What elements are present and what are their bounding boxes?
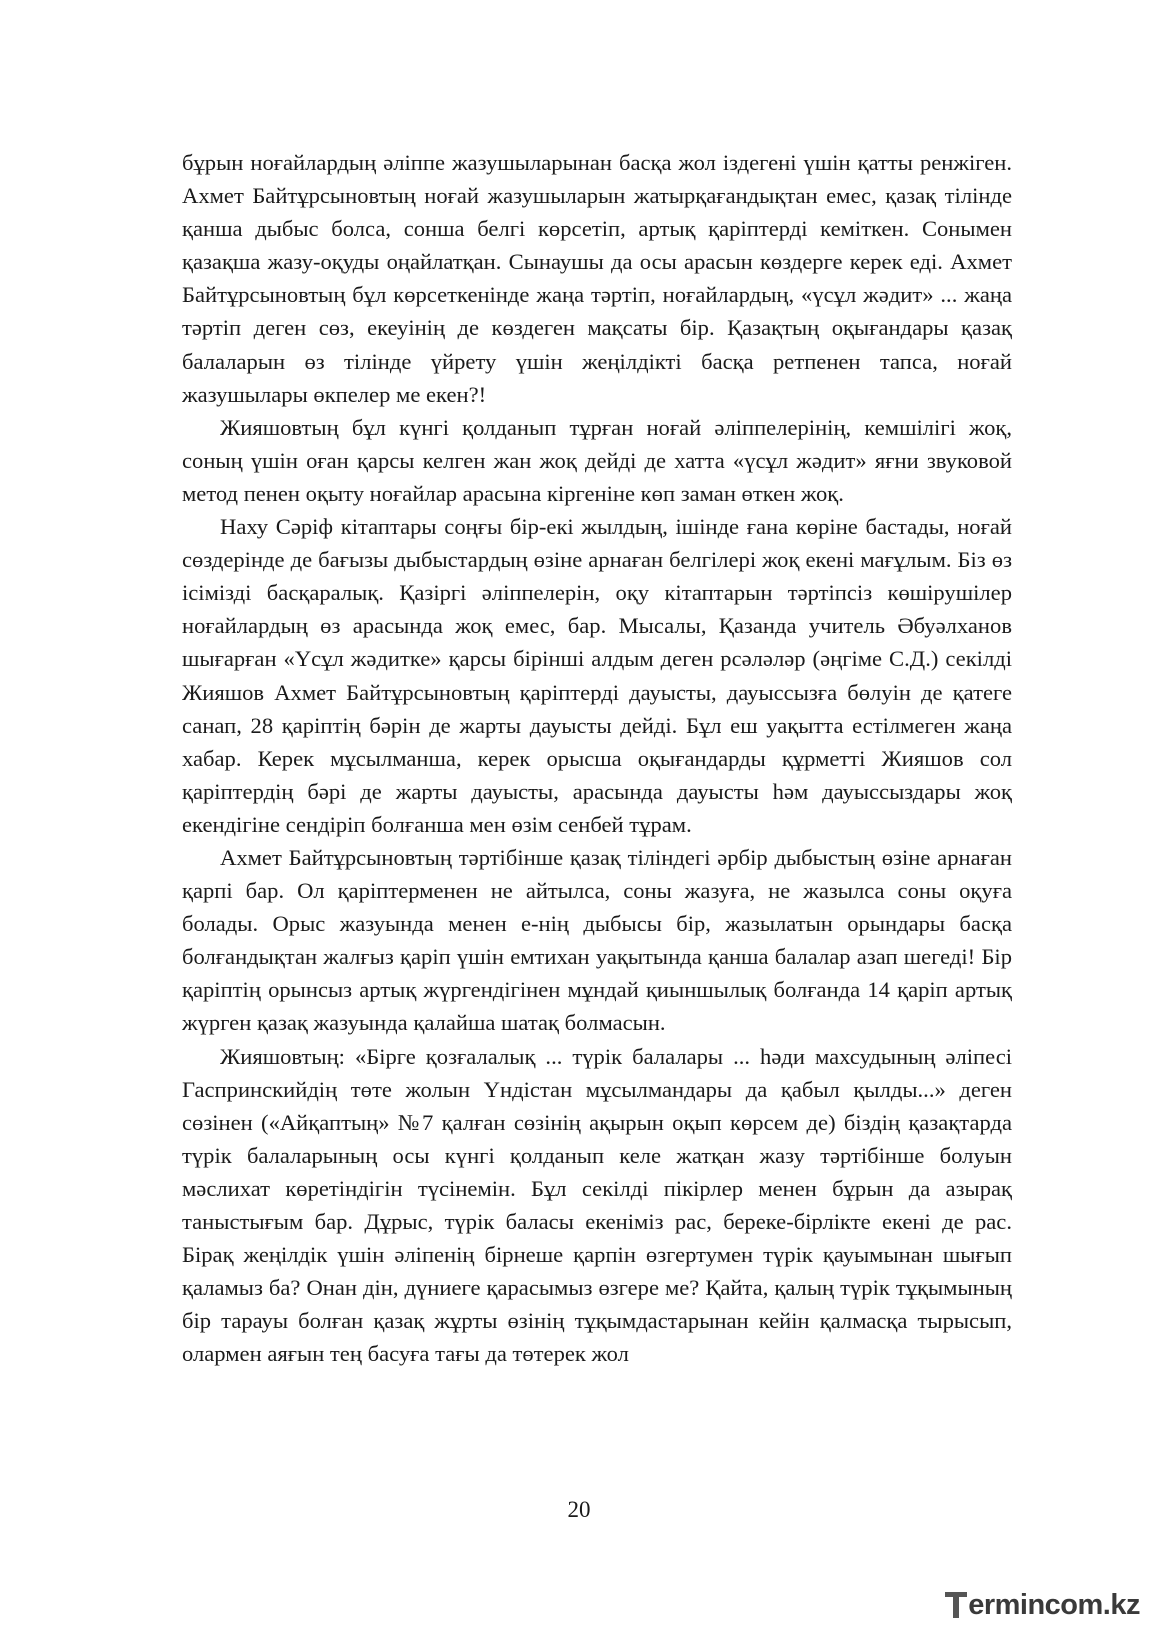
paragraph-3: Наху Сәріф кітаптары соңғы бір-екі жылдың, ішінде ғана көріне бастады, ноғай сөздерінде де бағызы дыбыстардың өзіне арнаған белгілері жоқ екені мағұлым. Біз өз ісімізді басқаралық. Қазіргі әліппелерін, оқу кітаптарын тәртіпсіз көшірушілер ноғайлардың өз арасында жоқ емес, бар. Мысалы, Қазанда учитель Әбуәлханов шығарған «Үсұл жәдитке» қарсы бірінші алдым деген рсәләләр (әңгіме С.Д.) секілді Жияшов Ахмет Байтұрсыновтың қаріптерді дауысты, дауыссызға бөлуін де қатеге санап, 28 қаріптің бәрін де жарты дауысты дейді. Бұл еш уақытта естілмеген жаңа хабар. Керек мұсылманша, керек орысша оқығандарды құрметті Жияшов сол қаріптердің бәрі де жарты дауысты, арасында дауысты һәм дауыссыздары жоқ екендігіне сендіріп болғанша мен өзім сенбей тұрам. (182, 514, 1012, 837)
terminkom-logo-icon (945, 1590, 967, 1620)
paragraph-5: Жияшовтың: «Бірге қозғалалық ... түрік балалары ... һәди махсудының әліпесі Гаспринскийдің төте жолын Үндістан мұсылмандары да қабыл қылды...» деген сөзінен («Айқаптың» №7 қалған сөзінің ақырын оқып көрсем де) біздің қазақтарда түрік балаларының осы күнгі қолданып келе жатқан жазу тәртібінше болуын мәслихат көретіндігін түсінемін. Бұл секілді пікірлер менен бұрын да азырақ таныстығым бар. Дұрыс, түрік баласы екеніміз рас, береке-бірлікте екені де рас. Бірақ жеңілдік үшін әліпенің бірнеше қарпін өзгертумен түрік қауымынан шығып қаламыз ба? Онан дін, дүниеге қарасымыз өзгере ме? Қайта, қалың түрік тұқымының бір тарауы болған қазақ жұрты өзінің тұқымдастарынан кейін қалмасқа тырысып, олармен аяғын тең басуға тағы да төтерек жол (182, 1043, 1012, 1367)
page-number: 20 (567, 1497, 591, 1522)
watermark-text: ermincom.kz (968, 1588, 1140, 1621)
paragraph-1: бұрын ноғайлардың әліппе жазушыларынан басқа жол іздегені үшін қатты ренжіген. Ахмет Байтұрсыновтың ноғай жазушыларын жатырқағандықтан емес, қазақ тілінде қанша дыбыс болса, сонша белгі көрсетіп, артық қаріптерді кеміткен. Сонымен қазақша жазу-оқуды оңайлатқан. Сынаушы да осы арасын көздерге керек еді. Ахмет Байтұрсыновтың бұл көрсеткенінде жаңа тәртіп, ноғайлардың, «үсұл жәдит» ... жаңа тәртіп деген сөз, екеуінің де көздеген мақсаты бір. Қазақтың оқығандары қазақ балаларын өз тілінде үйрету үшін жеңілдікті басқа ретпенен тапса, ноғай жазушылары өкпелер ме екен?! (182, 150, 1012, 407)
paragraph-2: Жияшовтың бұл күнгі қолданып тұрған ноғай әліппелерінің, кемшілігі жоқ, соның үшін оған қарсы келген жан жоқ дейді де хатта «үсұл жәдит» яғни звуковой метод пенен оқыту ноғайлар арасына кіргеніне көп заман өткен жоқ. (182, 414, 1012, 506)
watermark (945, 1585, 1140, 1625)
paragraph-4: Ахмет Байтұрсыновтың тәртібінше қазақ тіліндегі әрбір дыбыстың өзіне арнаған қарпі бар. Ол қаріптерменен не айтылса, соны жазуға, не жазылса соны оқуға болады. Орыс жазуында менен е-нің дыбысы бір, жазылатын орындары басқа болғандықтан жалғыз қаріп үшін емтихан уақытында қанша балалар азап шегеді! Бір қаріптің орынсыз артық жүргендігінен мұндай қиыншылық болғанда 14 қаріп артық жүрген қазақ жазуында қалайша шатақ болмасын. (182, 844, 1012, 1036)
page-body (182, 146, 1012, 1370)
